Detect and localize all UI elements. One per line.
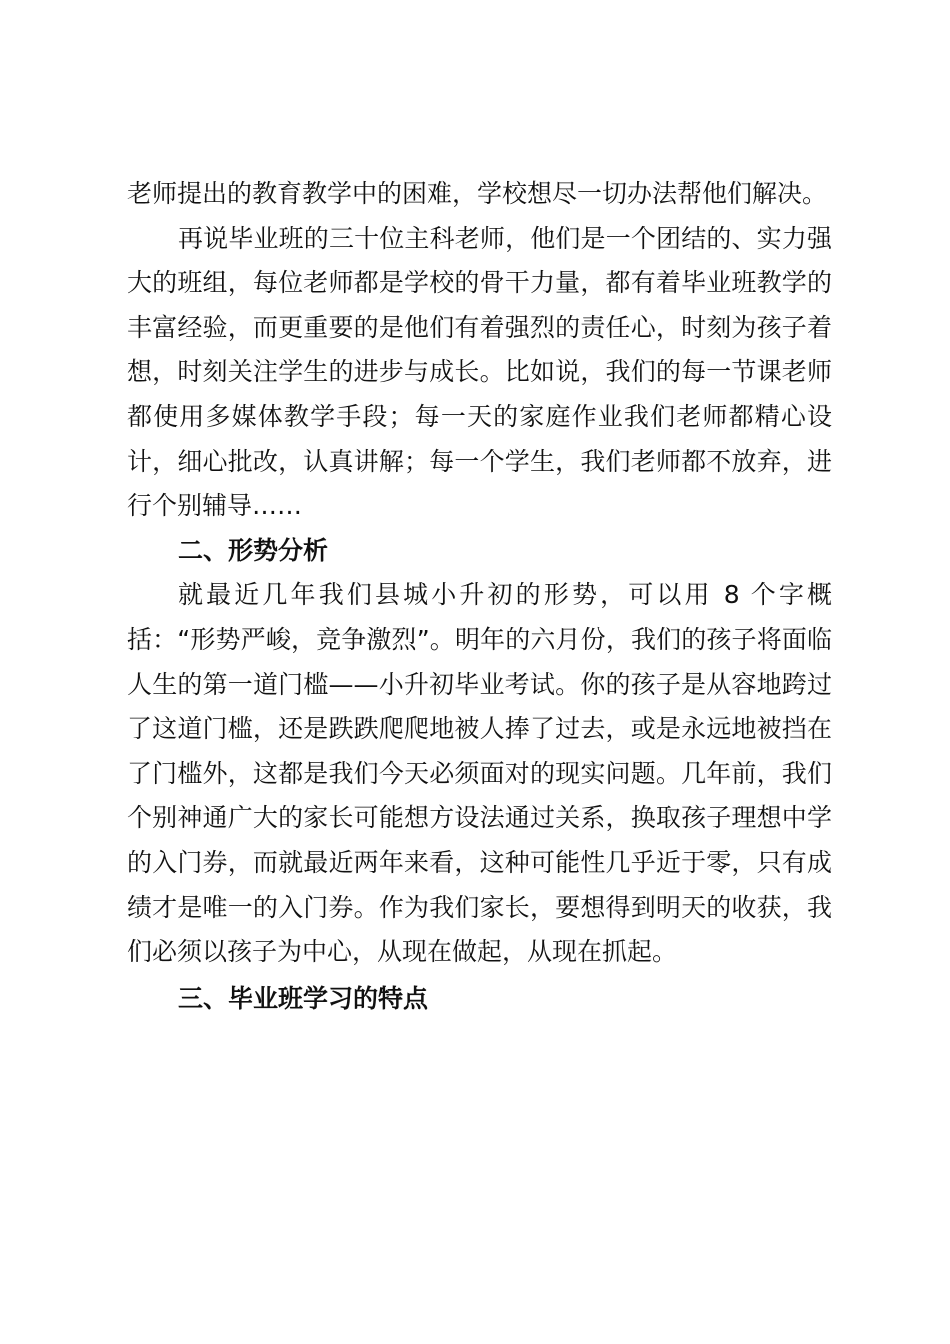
paragraph-teachers: 再说毕业班的三十位主科老师，他们是一个团结的、实力强大的班组，每位老师都是学校的骨干力量，都有着毕业班教学的丰富经验，而更重要的是他们有着强烈的责任心，时刻为孩子着想，时刻关注学生的进步与成长。比如说，我们的每一节课老师都使用多媒体教学手段；每一天的家庭作业我们老师都精心设计，细心批改，认真讲解；每一个学生，我们老师都不放弃，进行个别辅导…… bbox=[127, 223, 832, 521]
paragraph-situation: 就最近几年我们县城小升初的形势，可以用 8 个字概括：“形势严峻，竞争激烈”。明年的六月份，我们的孩子将面临人生的第一道门槛——小升初毕业考试。你的孩子是从容地跨过了这道门槛，还是跌跌爬爬地被人捧了过去，或是永远地被挡在了门槛外，这都是我们今天必须面对的现实问题。几年前，我们个别神通广大的家长可能想方设法通过关系，换取孩子理想中学的入门券，而就最近两年来看，这种可能性几乎近于零，只有成绩才是唯一的入门券。作为我们家长，要想得到明天的收获，我们必须以孩子为中心，从现在做起，从现在抓起。 bbox=[127, 580, 832, 967]
section-heading-graduating-class-features: 三、毕业班学习的特点 bbox=[178, 983, 429, 1013]
document-body bbox=[127, 172, 832, 1021]
section-heading-situation-analysis: 二、形势分析 bbox=[178, 535, 329, 565]
paragraph-continuation: 老师提出的教育教学中的困难，学校想尽一切办法帮他们解决。 bbox=[127, 179, 828, 208]
